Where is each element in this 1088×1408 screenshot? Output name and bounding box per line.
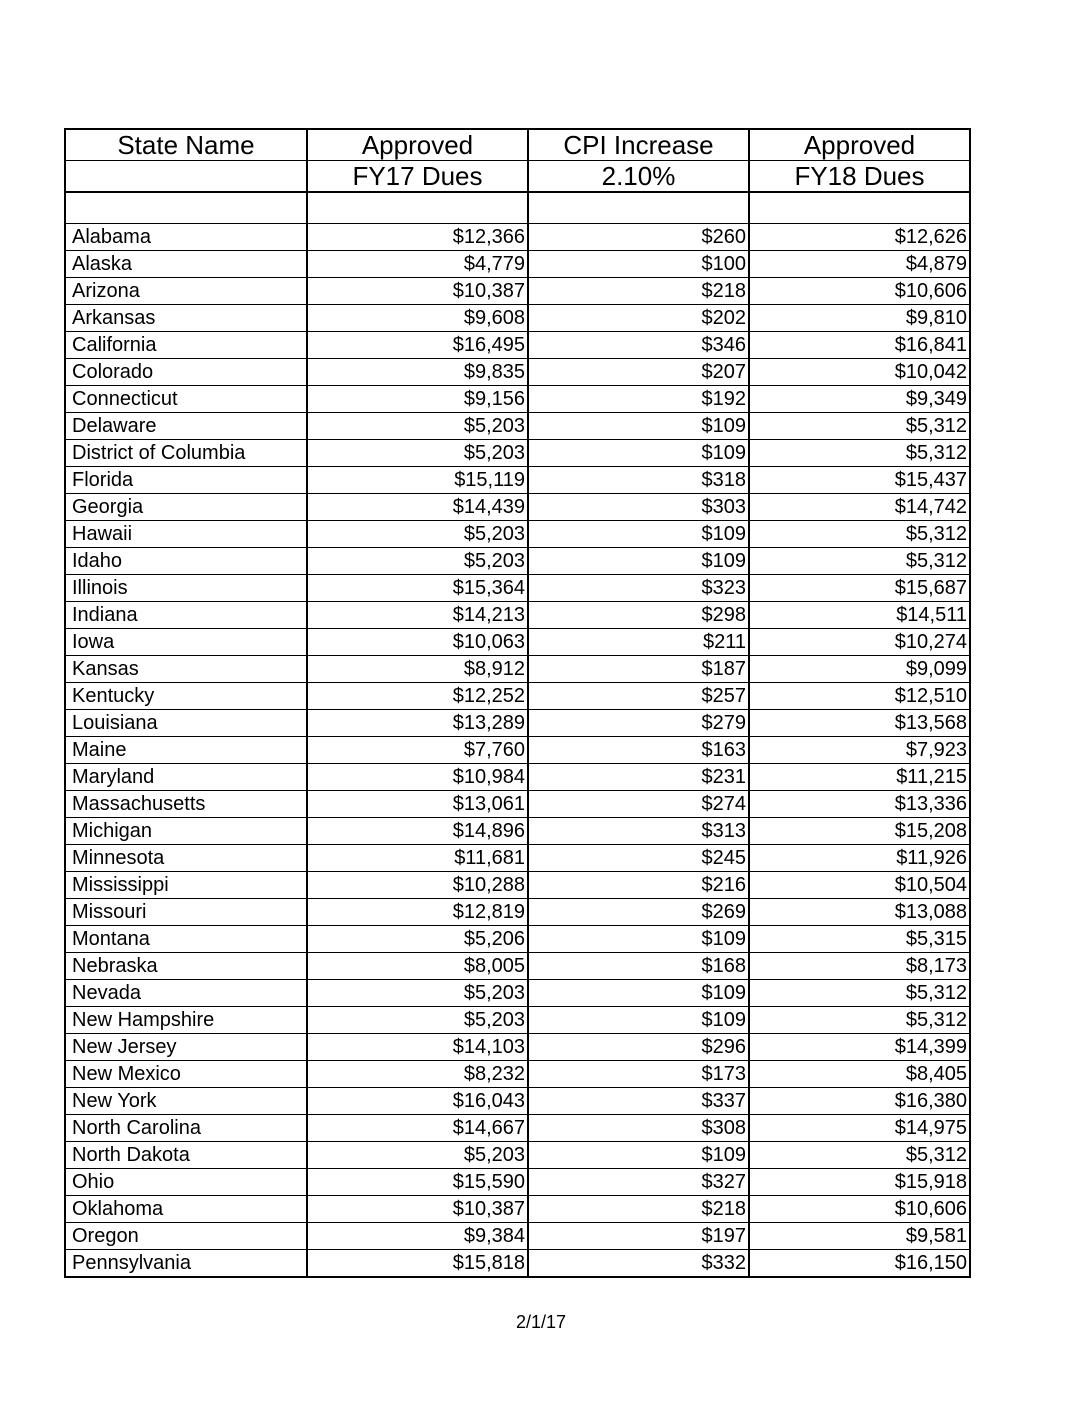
cpi-increase-cell: $257: [528, 683, 749, 710]
state-name-cell: Massachusetts: [65, 791, 307, 818]
cpi-increase-cell: $109: [528, 548, 749, 575]
table-row: [65, 1142, 970, 1169]
fy18-dues-cell: $16,150: [749, 1250, 970, 1278]
cpi-increase-cell: $318: [528, 467, 749, 494]
state-name-cell: Idaho: [65, 548, 307, 575]
state-name-cell: Nebraska: [65, 953, 307, 980]
state-name-cell: Minnesota: [65, 845, 307, 872]
fy18-dues-cell: $12,510: [749, 683, 970, 710]
cpi-increase-cell: $323: [528, 575, 749, 602]
table-row: [65, 872, 970, 899]
table-row: [65, 494, 970, 521]
fy17-dues-cell: $9,835: [307, 359, 528, 386]
cpi-increase-cell: $260: [528, 224, 749, 251]
header-fy18-line1: Approved: [749, 129, 970, 161]
fy18-dues-cell: $8,173: [749, 953, 970, 980]
fy17-dues-cell: $13,289: [307, 710, 528, 737]
fy17-dues-cell: $10,063: [307, 629, 528, 656]
table-row: [65, 386, 970, 413]
table-row: [65, 602, 970, 629]
fy17-dues-cell: $14,103: [307, 1034, 528, 1061]
fy18-dues-cell: $5,312: [749, 1142, 970, 1169]
fy18-dues-cell: $11,926: [749, 845, 970, 872]
fy18-dues-cell: $16,841: [749, 332, 970, 359]
table-row: [65, 629, 970, 656]
fy18-dues-cell: $14,975: [749, 1115, 970, 1142]
cpi-increase-cell: $163: [528, 737, 749, 764]
table-row: [65, 1061, 970, 1088]
cpi-increase-cell: $109: [528, 926, 749, 953]
table-row: [65, 710, 970, 737]
cpi-increase-cell: $109: [528, 1007, 749, 1034]
fy18-dues-cell: $14,399: [749, 1034, 970, 1061]
dues-table: [64, 128, 971, 1278]
state-name-cell: New Hampshire: [65, 1007, 307, 1034]
header-row-1: [65, 129, 970, 161]
table-row: [65, 1196, 970, 1223]
fy17-dues-cell: $11,681: [307, 845, 528, 872]
header-cpi-rate: 2.10%: [528, 161, 749, 193]
state-name-cell: Montana: [65, 926, 307, 953]
state-name-cell: Maryland: [65, 764, 307, 791]
cpi-increase-cell: $296: [528, 1034, 749, 1061]
fy17-dues-cell: $15,364: [307, 575, 528, 602]
table-row: [65, 656, 970, 683]
cpi-increase-cell: $109: [528, 413, 749, 440]
fy18-dues-cell: $5,312: [749, 521, 970, 548]
fy17-dues-cell: $5,203: [307, 413, 528, 440]
cpi-increase-cell: $218: [528, 1196, 749, 1223]
cpi-increase-cell: $274: [528, 791, 749, 818]
state-name-cell: Nevada: [65, 980, 307, 1007]
cpi-increase-cell: $202: [528, 305, 749, 332]
fy17-dues-cell: $15,119: [307, 467, 528, 494]
state-name-cell: North Carolina: [65, 1115, 307, 1142]
cpi-increase-cell: $313: [528, 818, 749, 845]
state-name-cell: Ohio: [65, 1169, 307, 1196]
fy17-dues-cell: $16,495: [307, 332, 528, 359]
fy18-dues-cell: $5,312: [749, 413, 970, 440]
blank-cell: [65, 192, 307, 224]
cpi-increase-cell: $245: [528, 845, 749, 872]
cpi-increase-cell: $216: [528, 872, 749, 899]
table-row: [65, 278, 970, 305]
cpi-increase-cell: $100: [528, 251, 749, 278]
fy18-dues-cell: $11,215: [749, 764, 970, 791]
table-row: [65, 1088, 970, 1115]
fy17-dues-cell: $9,384: [307, 1223, 528, 1250]
fy17-dues-cell: $12,252: [307, 683, 528, 710]
fy17-dues-cell: $14,896: [307, 818, 528, 845]
fy17-dues-cell: $5,203: [307, 980, 528, 1007]
table-row: [65, 1169, 970, 1196]
state-name-cell: Maine: [65, 737, 307, 764]
fy18-dues-cell: $16,380: [749, 1088, 970, 1115]
fy18-dues-cell: $14,742: [749, 494, 970, 521]
fy17-dues-cell: $16,043: [307, 1088, 528, 1115]
table-row: [65, 953, 970, 980]
fy18-dues-cell: $10,274: [749, 629, 970, 656]
state-name-cell: Pennsylvania: [65, 1250, 307, 1278]
blank-cell: [307, 192, 528, 224]
fy17-dues-cell: $5,203: [307, 521, 528, 548]
cpi-increase-cell: $187: [528, 656, 749, 683]
header-fy17-line2: FY17 Dues: [307, 161, 528, 193]
fy17-dues-cell: $10,288: [307, 872, 528, 899]
table-row: [65, 845, 970, 872]
footer-date: 2/1/17: [516, 1312, 567, 1332]
fy17-dues-cell: $8,232: [307, 1061, 528, 1088]
fy17-dues-cell: $5,203: [307, 548, 528, 575]
cpi-increase-cell: $109: [528, 440, 749, 467]
fy17-dues-cell: $4,779: [307, 251, 528, 278]
fy17-dues-cell: $5,203: [307, 1142, 528, 1169]
cpi-increase-cell: $269: [528, 899, 749, 926]
table-row: [65, 305, 970, 332]
state-name-cell: Colorado: [65, 359, 307, 386]
table-row: [65, 359, 970, 386]
state-name-cell: Oregon: [65, 1223, 307, 1250]
fy18-dues-cell: $10,606: [749, 1196, 970, 1223]
blank-cell: [749, 192, 970, 224]
state-name-cell: Mississippi: [65, 872, 307, 899]
table-row: [65, 251, 970, 278]
table-row: [65, 818, 970, 845]
fy17-dues-cell: $5,206: [307, 926, 528, 953]
fy17-dues-cell: $12,819: [307, 899, 528, 926]
header-state-line2: [65, 161, 307, 193]
table-row: [65, 467, 970, 494]
table-row: [65, 413, 970, 440]
table-row: [65, 737, 970, 764]
fy18-dues-cell: $10,606: [749, 278, 970, 305]
fy17-dues-cell: $14,213: [307, 602, 528, 629]
fy18-dues-cell: $13,088: [749, 899, 970, 926]
state-name-cell: Iowa: [65, 629, 307, 656]
fy18-dues-cell: $8,405: [749, 1061, 970, 1088]
state-name-cell: Georgia: [65, 494, 307, 521]
state-name-cell: Arkansas: [65, 305, 307, 332]
cpi-increase-cell: $168: [528, 953, 749, 980]
table-row: [65, 521, 970, 548]
state-name-cell: Indiana: [65, 602, 307, 629]
fy17-dues-cell: $15,590: [307, 1169, 528, 1196]
state-name-cell: Arizona: [65, 278, 307, 305]
fy17-dues-cell: $13,061: [307, 791, 528, 818]
fy18-dues-cell: $13,568: [749, 710, 970, 737]
fy17-dues-cell: $12,366: [307, 224, 528, 251]
state-name-cell: Michigan: [65, 818, 307, 845]
state-name-cell: Alabama: [65, 224, 307, 251]
fy18-dues-cell: $5,312: [749, 980, 970, 1007]
fy18-dues-cell: $15,208: [749, 818, 970, 845]
cpi-increase-cell: $332: [528, 1250, 749, 1278]
table-row: [65, 899, 970, 926]
state-name-cell: New York: [65, 1088, 307, 1115]
cpi-increase-cell: $109: [528, 521, 749, 548]
cpi-increase-cell: $207: [528, 359, 749, 386]
table-row: [65, 926, 970, 953]
fy17-dues-cell: $5,203: [307, 1007, 528, 1034]
header-fy18-line2: FY18 Dues: [749, 161, 970, 193]
blank-cell: [528, 192, 749, 224]
state-name-cell: New Mexico: [65, 1061, 307, 1088]
fy18-dues-cell: $5,312: [749, 1007, 970, 1034]
table-row: [65, 683, 970, 710]
cpi-increase-cell: $192: [528, 386, 749, 413]
cpi-increase-cell: $308: [528, 1115, 749, 1142]
header-state-name: State Name: [65, 129, 307, 161]
state-name-cell: Illinois: [65, 575, 307, 602]
fy18-dues-cell: $5,312: [749, 548, 970, 575]
fy18-dues-cell: $9,581: [749, 1223, 970, 1250]
table-row: [65, 1034, 970, 1061]
table-row: [65, 791, 970, 818]
fy17-dues-cell: $14,667: [307, 1115, 528, 1142]
state-name-cell: Florida: [65, 467, 307, 494]
state-name-cell: Oklahoma: [65, 1196, 307, 1223]
fy18-dues-cell: $9,349: [749, 386, 970, 413]
cpi-increase-cell: $327: [528, 1169, 749, 1196]
table-row: [65, 1115, 970, 1142]
table-row: [65, 764, 970, 791]
fy18-dues-cell: $5,315: [749, 926, 970, 953]
cpi-increase-cell: $211: [528, 629, 749, 656]
fy17-dues-cell: $9,608: [307, 305, 528, 332]
state-name-cell: Connecticut: [65, 386, 307, 413]
fy18-dues-cell: $15,687: [749, 575, 970, 602]
fy17-dues-cell: $10,387: [307, 278, 528, 305]
table-row: [65, 1250, 970, 1278]
table-row: [65, 1007, 970, 1034]
cpi-increase-cell: $346: [528, 332, 749, 359]
cpi-increase-cell: $173: [528, 1061, 749, 1088]
header-row-2: [65, 161, 970, 193]
fy18-dues-cell: $7,923: [749, 737, 970, 764]
state-name-cell: Alaska: [65, 251, 307, 278]
dues-table-body: [65, 192, 970, 1277]
fy18-dues-cell: $5,312: [749, 440, 970, 467]
fy18-dues-cell: $14,511: [749, 602, 970, 629]
cpi-increase-cell: $218: [528, 278, 749, 305]
fy17-dues-cell: $8,005: [307, 953, 528, 980]
fy18-dues-cell: $13,336: [749, 791, 970, 818]
cpi-increase-cell: $231: [528, 764, 749, 791]
fy18-dues-cell: $10,042: [749, 359, 970, 386]
table-row: [65, 224, 970, 251]
state-name-cell: District of Columbia: [65, 440, 307, 467]
state-name-cell: Kentucky: [65, 683, 307, 710]
state-name-cell: New Jersey: [65, 1034, 307, 1061]
fy17-dues-cell: $9,156: [307, 386, 528, 413]
state-name-cell: North Dakota: [65, 1142, 307, 1169]
cpi-increase-cell: $298: [528, 602, 749, 629]
fy17-dues-cell: $15,818: [307, 1250, 528, 1278]
state-name-cell: Louisiana: [65, 710, 307, 737]
table-row: [65, 548, 970, 575]
state-name-cell: Hawaii: [65, 521, 307, 548]
header-fy17-line1: Approved: [307, 129, 528, 161]
table-row: [65, 332, 970, 359]
fy18-dues-cell: $15,437: [749, 467, 970, 494]
cpi-increase-cell: $337: [528, 1088, 749, 1115]
fy18-dues-cell: $12,626: [749, 224, 970, 251]
table-row: [65, 575, 970, 602]
cpi-increase-cell: $279: [528, 710, 749, 737]
fy17-dues-cell: $10,387: [307, 1196, 528, 1223]
fy17-dues-cell: $14,439: [307, 494, 528, 521]
header-cpi-line1: CPI Increase: [528, 129, 749, 161]
cpi-increase-cell: $109: [528, 1142, 749, 1169]
fy18-dues-cell: $15,918: [749, 1169, 970, 1196]
fy18-dues-cell: $4,879: [749, 251, 970, 278]
state-name-cell: California: [65, 332, 307, 359]
fy18-dues-cell: $9,810: [749, 305, 970, 332]
fy17-dues-cell: $5,203: [307, 440, 528, 467]
cpi-increase-cell: $109: [528, 980, 749, 1007]
table-row: [65, 440, 970, 467]
table-row: [65, 1223, 970, 1250]
table-row: [65, 980, 970, 1007]
fy18-dues-cell: $9,099: [749, 656, 970, 683]
cpi-increase-cell: $303: [528, 494, 749, 521]
fy17-dues-cell: $7,760: [307, 737, 528, 764]
fy17-dues-cell: $10,984: [307, 764, 528, 791]
fy17-dues-cell: $8,912: [307, 656, 528, 683]
fy18-dues-cell: $10,504: [749, 872, 970, 899]
state-name-cell: Delaware: [65, 413, 307, 440]
blank-spacer-row: [65, 192, 970, 224]
state-name-cell: Kansas: [65, 656, 307, 683]
state-name-cell: Missouri: [65, 899, 307, 926]
cpi-increase-cell: $197: [528, 1223, 749, 1250]
